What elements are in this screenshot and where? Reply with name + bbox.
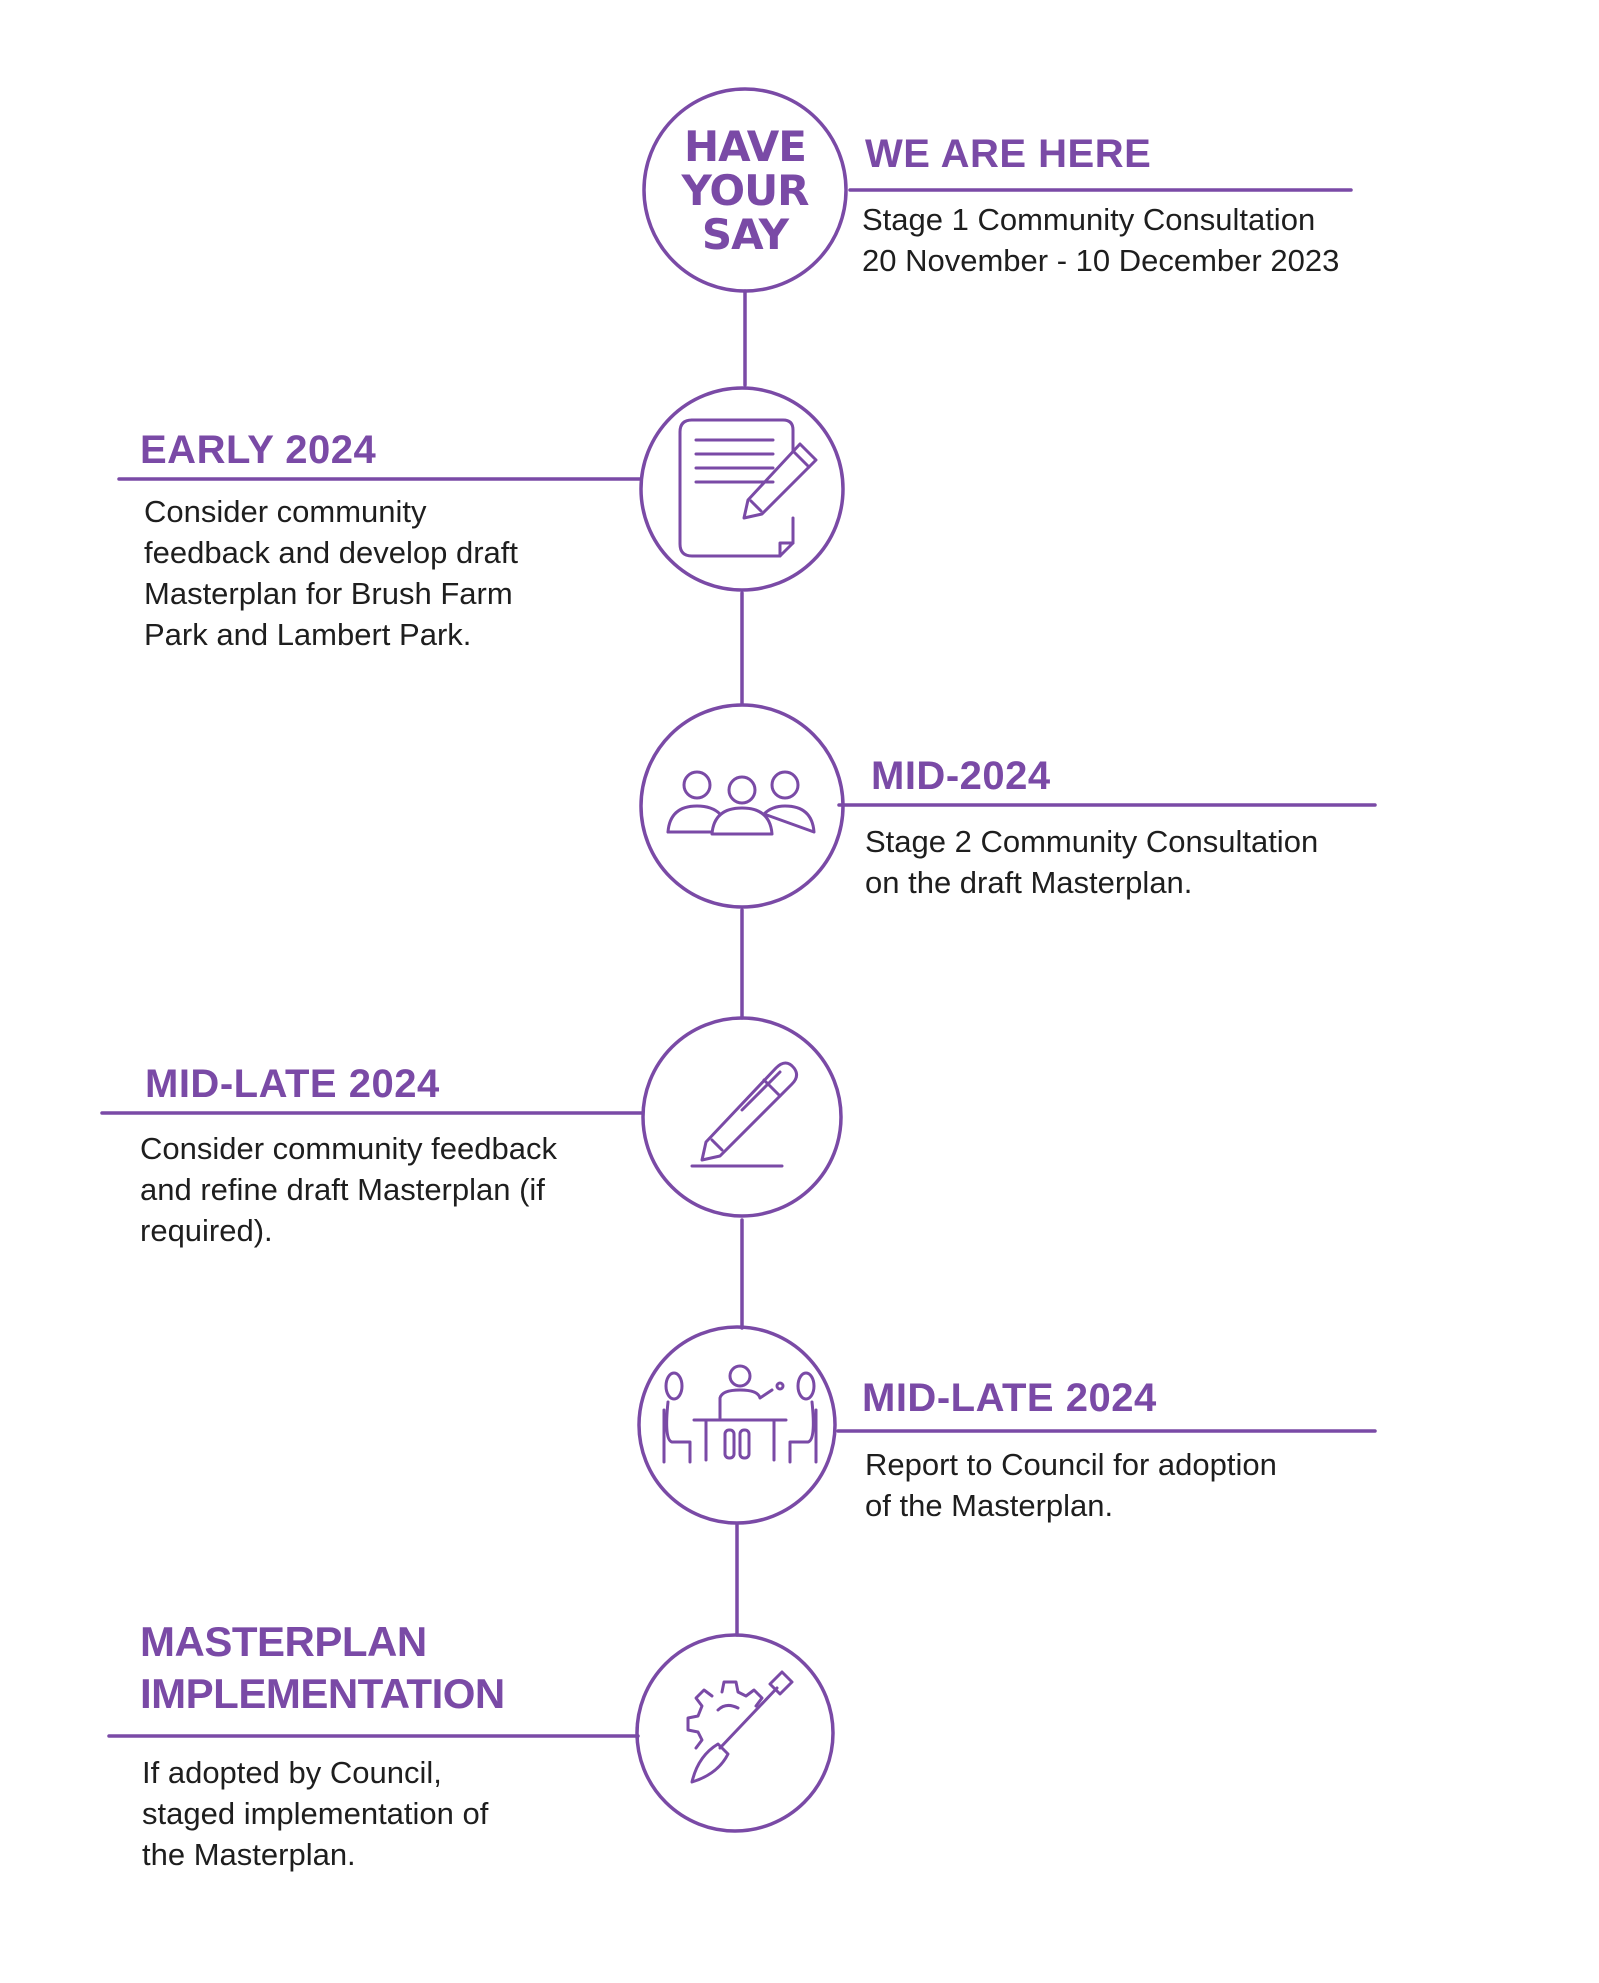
description-line: required). [140, 1213, 273, 1248]
stage-heading: MID-LATE 2024 [862, 1376, 1157, 1420]
stage-description [142, 1752, 488, 1875]
description-line: Stage 2 Community Consultation [865, 824, 1319, 859]
description-line: 20 November - 10 December 2023 [862, 243, 1340, 278]
description-line: feedback and develop draft [144, 535, 518, 570]
stage-description [865, 1444, 1277, 1526]
description-line: Report to Council for adoption [865, 1447, 1277, 1482]
stage-description [865, 821, 1318, 903]
description-line: If adopted by Council, [142, 1755, 442, 1790]
document-pen-icon [680, 420, 816, 556]
stage-heading: EARLY 2024 [140, 428, 377, 472]
description-line: staged implementation of [142, 1796, 489, 1831]
stage-heading: WE ARE HERE [865, 132, 1152, 176]
stage-heading: MID-LATE 2024 [145, 1062, 440, 1106]
stage-description [862, 199, 1339, 281]
description-line: the Masterplan. [142, 1837, 356, 1872]
stage-circle-mid-late-2024-b [639, 1327, 835, 1523]
have-your-say-badge [650, 122, 840, 259]
heading-line: MASTERPLAN [140, 1618, 427, 1665]
badge-line: HAVE [684, 122, 806, 171]
stage-description [140, 1128, 557, 1251]
stage-circle-mid-2024 [641, 705, 843, 907]
pen-writing-icon [692, 1063, 797, 1166]
description-line: Stage 1 Community Consultation [862, 202, 1316, 237]
stage-circle-mid-late-2024-a [643, 1018, 841, 1216]
badge-line: YOUR [681, 166, 809, 215]
description-line: of the Masterplan. [865, 1488, 1114, 1523]
description-line: and refine draft Masterplan (if [140, 1172, 545, 1207]
stage-heading [140, 1616, 560, 1720]
description-line: Consider community feedback [140, 1131, 557, 1166]
stage-circle-early-2024 [641, 388, 843, 590]
group-people-icon [668, 772, 814, 834]
badge-line: SAY [701, 210, 789, 259]
heading-line: IMPLEMENTATION [140, 1670, 505, 1717]
stage-description [144, 491, 518, 655]
description-line: Masterplan for Brush Farm [144, 576, 513, 611]
gear-shovel-icon [688, 1672, 792, 1782]
stage-heading: MID-2024 [871, 754, 1051, 798]
description-line: on the draft Masterplan. [865, 865, 1193, 900]
description-line: Park and Lambert Park. [144, 617, 472, 652]
meeting-table-icon [664, 1366, 816, 1462]
description-line: Consider community [144, 494, 427, 529]
